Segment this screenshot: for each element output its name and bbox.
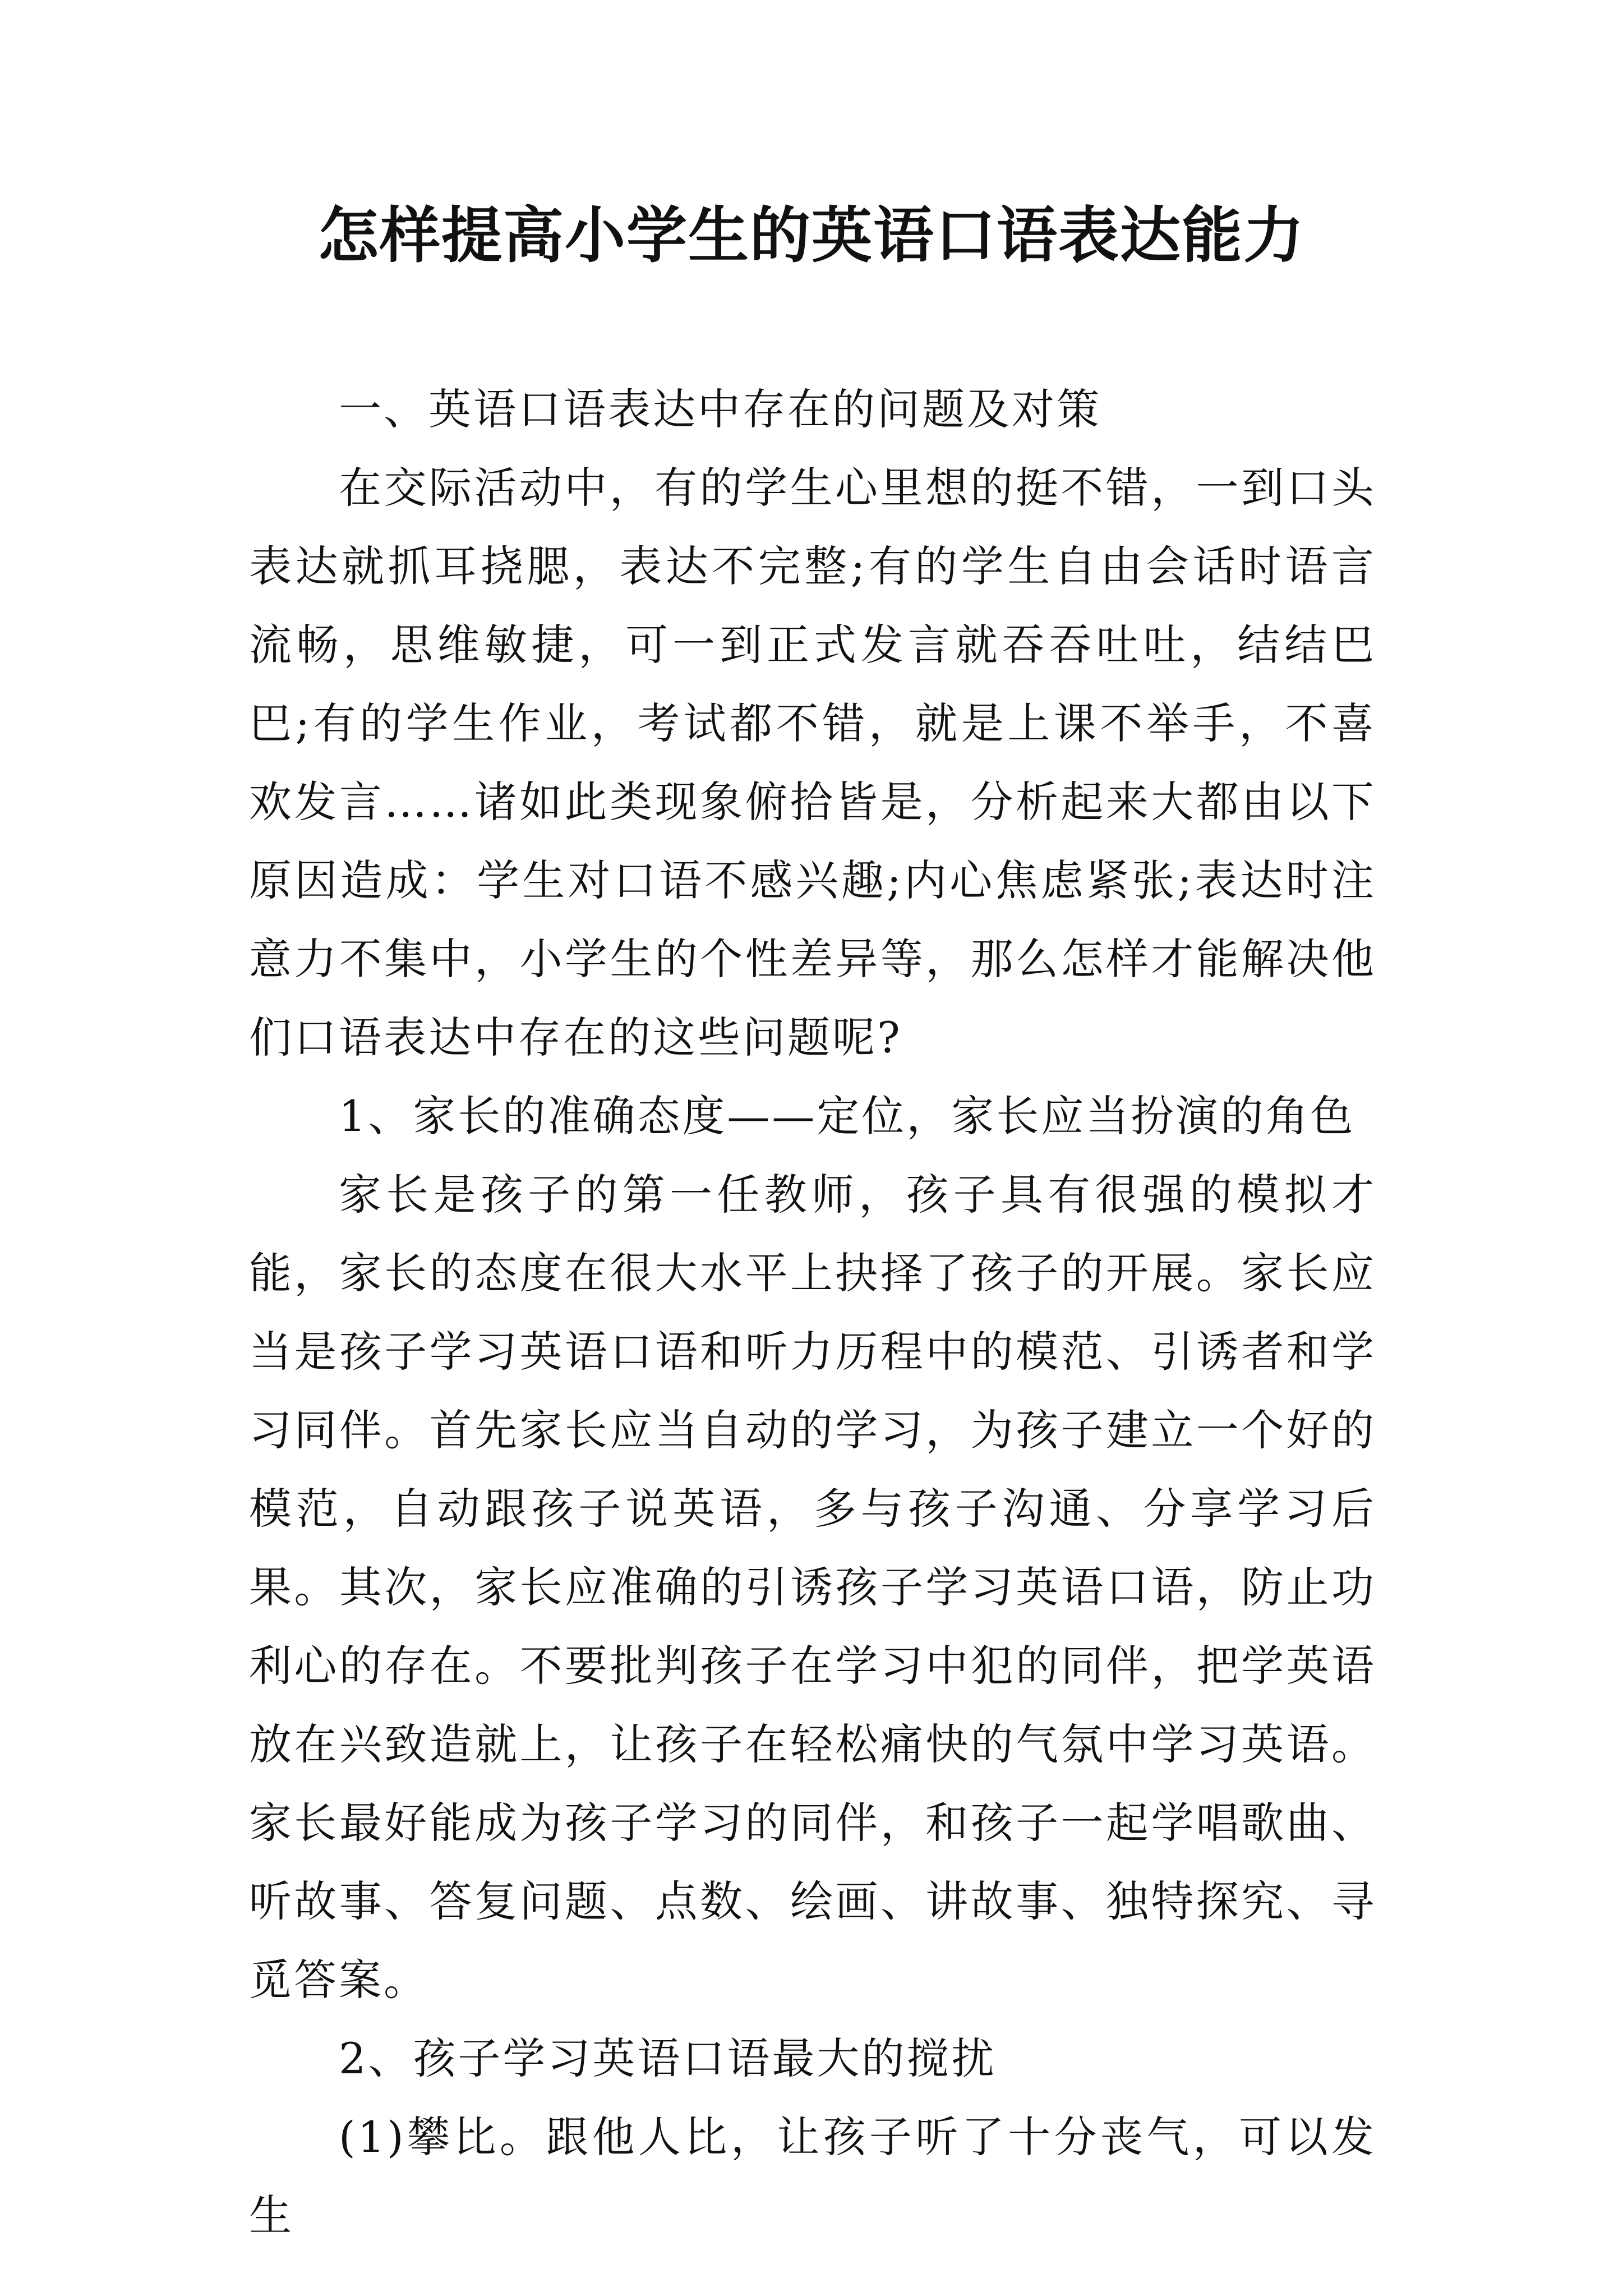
subsection-heading: 2、孩子学习英语口语最大的搅扰 [339,2033,997,2083]
document-title: 怎样提高小学生的英语口语表达能力 [317,200,1305,271]
section-heading: 一、英语口语表达中存在的问题及对策 [339,384,1101,434]
subsection-heading: 1、家长的准确态度——定位，家长应当扮演的角色 [339,1091,1355,1141]
body-paragraph: 家长是孩子的第一任教师，孩子具有很强的模拟才能，家长的态度在很大水平上抉择了孩子的开展。家长应当是孩子学习英语口语和听力历程中的模范、引诱者和学习同伴。首先家长应当自动的学习，为孩子建立一个好的模范，自动跟孩子说英语，多与孩子沟通、分享学习后果。其次，家长应准确的引诱孩子学习英语口语，防止功利心的存在。不要批判孩子在学习中犯的同伴，把学英语放在兴致造就上，让孩子在轻松痛快的气氛中学习英语。 家长最好能成为孩子学习的同伴，和孩子一起学唱歌曲、听故事、答复问题、点数、绘画、讲故事、独特探究、寻觅答案。 [249,1170,1376,2005]
document-body [249,370,1376,2255]
body-paragraph: (1)攀比。跟他人比，让孩子听了十分丧气，可以发生 [249,2112,1376,2240]
body-paragraph: 在交际活动中，有的学生心里想的挺不错，一到口头表达就抓耳挠腮，表达不完整;有的学生自由会话时语言流畅，思维敏捷，可一到正式发言就吞吞吐吐，结结巴巴;有的学生作业，考试都不错，就是上课不举手，不喜欢发言……诸如此类现象俯拾皆是，分析起来大都由以下原因造成：学生对口语不感兴趣;内心焦虑紧张;表达时注意力不集中，小学生的个性差异等，那么怎样才能解决他们口语表达中存在的这些问题呢? [249,463,1376,1062]
